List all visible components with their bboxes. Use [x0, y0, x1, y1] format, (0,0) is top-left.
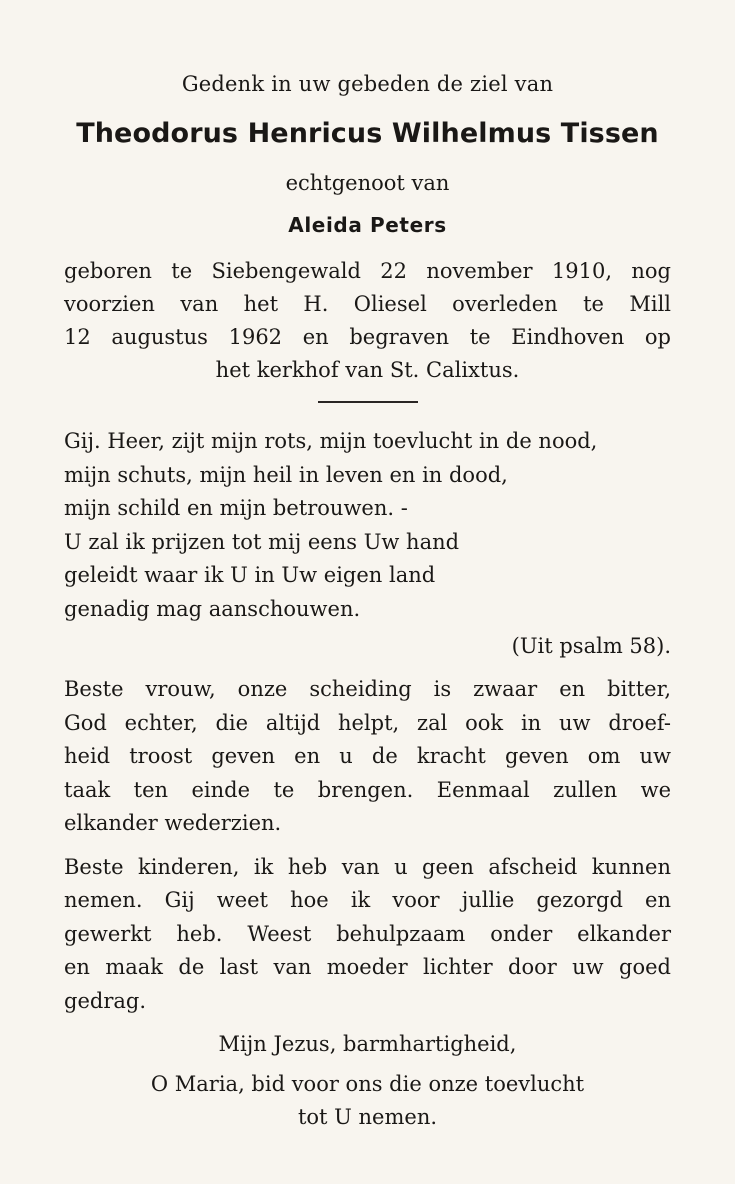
- message-line: God echter, die altijd helpt, zal ook in uw droef-: [64, 710, 671, 735]
- message-line: taak ten einde te brengen. Eenmaal zullen we: [64, 777, 671, 802]
- spouse-name: Aleida Peters: [288, 213, 447, 237]
- bio-line: het kerkhof van St. Calixtus.: [215, 358, 520, 382]
- verse-line: mijn schuts, mijn heil in leven en in dood,: [64, 462, 508, 487]
- message-line: elkander wederzien.: [64, 811, 282, 835]
- message-line: gewerkt heb. Weest behulpzaam onder elkander: [64, 921, 671, 946]
- deceased-name: Theodorus Henricus Wilhelmus Tissen: [76, 118, 659, 149]
- bio-line: geboren te Siebengewald 22 november 1910, nog: [64, 259, 671, 283]
- message-to-children: [64, 851, 671, 1019]
- verse-line: genadig mag aanschouwen.: [64, 596, 361, 621]
- spouse-label: echtgenoot van: [285, 171, 450, 195]
- closing-prayer: [64, 1028, 671, 1135]
- verse-line: geleidt waar ik U in Uw eigen land: [64, 563, 436, 587]
- prayer-line: O Maria, bid voor ons die onze toevlucht: [150, 1071, 585, 1096]
- verse-line: U zal ik prijzen tot mij eens Uw hand: [64, 529, 460, 554]
- message-line: heid troost geven en u de kracht geven om uw: [64, 744, 671, 768]
- bio-line: voorzien van het H. Oliesel overleden te Mill: [64, 292, 671, 316]
- message-line: Beste kinderen, ik heb van u geen afscheid kunnen: [64, 854, 671, 879]
- message-line: nemen. Gij weet hoe ik voor jullie gezorgd en: [64, 888, 671, 912]
- divider: [318, 401, 418, 403]
- prayer-line: tot U nemen.: [297, 1105, 438, 1129]
- psalm-verse: [64, 425, 671, 626]
- verse-source: (Uit psalm 58).: [511, 634, 671, 658]
- verse-line: mijn schild en mijn betrouwen. -: [64, 496, 408, 520]
- message-line: Beste vrouw, onze scheiding is zwaar en bitter,: [64, 677, 671, 701]
- verse-line: Gij. Heer, zijt mijn rots, mijn toevlucht in de nood,: [64, 429, 598, 453]
- message-to-wife: [64, 673, 671, 841]
- prayer-line: Mijn Jezus, barmhartigheid,: [218, 1032, 517, 1056]
- message-line: en maak de last van moeder lichter door uw goed: [64, 955, 671, 979]
- biography: [64, 255, 671, 387]
- message-line: gedrag.: [64, 988, 146, 1013]
- intro-line: Gedenk in uw gebeden de ziel van: [181, 72, 554, 96]
- bio-line: 12 augustus 1962 en begraven te Eindhoven op: [64, 325, 671, 349]
